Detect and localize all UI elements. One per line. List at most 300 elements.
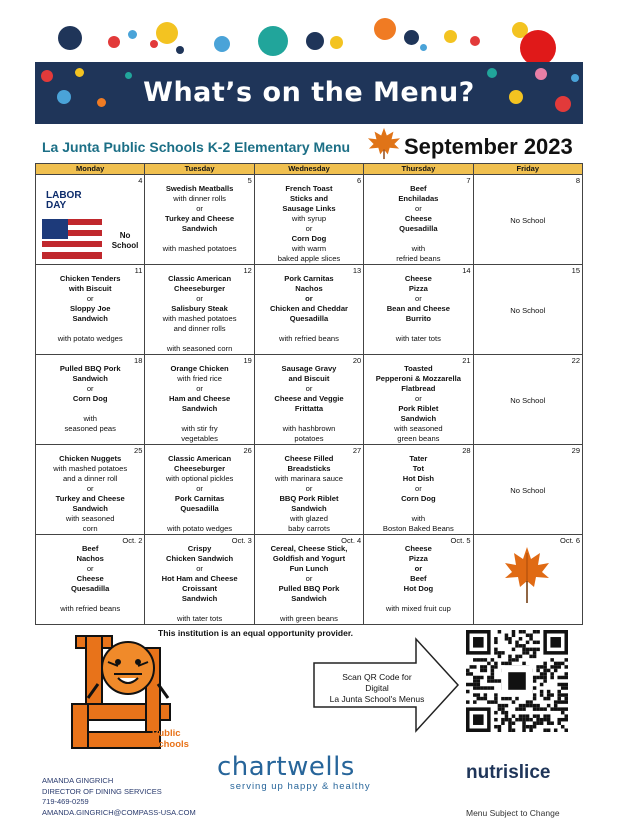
qr-module bbox=[473, 693, 477, 697]
qr-module bbox=[533, 641, 537, 645]
menu-line: Classic American bbox=[168, 454, 232, 463]
menu-items bbox=[257, 178, 361, 264]
menu-line bbox=[147, 514, 251, 524]
qr-module bbox=[501, 662, 505, 666]
menu-line: Breadsticks bbox=[287, 464, 331, 473]
qr-module bbox=[564, 683, 568, 687]
menu-line: Sticks and bbox=[289, 194, 328, 203]
qr-module bbox=[484, 669, 488, 673]
menu-line: Sandwich bbox=[181, 224, 218, 233]
qr-module bbox=[512, 728, 516, 732]
day-header-thursday: Thursday bbox=[364, 164, 473, 175]
qr-module bbox=[501, 697, 505, 701]
menu-line: or bbox=[196, 294, 203, 303]
qr-module bbox=[557, 718, 561, 722]
qr-module bbox=[473, 683, 477, 687]
qr-module bbox=[505, 718, 509, 722]
menu-line: Quesadilla bbox=[70, 584, 110, 593]
qr-module bbox=[561, 693, 565, 697]
qr-instructions bbox=[318, 672, 436, 705]
qr-module bbox=[501, 704, 505, 708]
qr-module bbox=[536, 630, 540, 634]
qr-module bbox=[540, 718, 544, 722]
qr-module bbox=[498, 630, 502, 634]
date-number: 20 bbox=[352, 356, 362, 365]
qr-module bbox=[533, 679, 537, 683]
qr-module bbox=[508, 658, 512, 662]
logo-text-line1: Public bbox=[152, 728, 181, 739]
menu-line: Pizza bbox=[408, 554, 428, 563]
day-cell bbox=[254, 175, 363, 265]
qr-module bbox=[554, 669, 558, 673]
menu-items bbox=[257, 358, 361, 444]
qr-module bbox=[519, 714, 523, 718]
qr-module bbox=[529, 655, 533, 659]
qr-module bbox=[526, 718, 530, 722]
menu-line: with potato wedges bbox=[167, 524, 233, 533]
day-cell bbox=[36, 175, 145, 265]
qr-module bbox=[533, 697, 537, 701]
menu-line: or bbox=[196, 564, 203, 573]
menu-line: with mashed potatoes bbox=[53, 464, 128, 473]
menu-items bbox=[257, 448, 361, 534]
qr-module bbox=[512, 630, 516, 634]
menu-line: green beans bbox=[397, 434, 440, 443]
qr-module bbox=[519, 630, 523, 634]
date-number: 11 bbox=[134, 266, 143, 275]
qr-module bbox=[543, 662, 547, 666]
menu-subject-note: Menu Subject to Change bbox=[466, 808, 560, 818]
qr-module bbox=[543, 676, 547, 680]
qr-module bbox=[536, 707, 540, 711]
qr-module bbox=[561, 683, 565, 687]
menu-line: Quesadilla bbox=[180, 504, 219, 513]
menu-items bbox=[147, 358, 251, 444]
date-number: 26 bbox=[243, 446, 252, 455]
menu-line: Quesadilla bbox=[289, 314, 329, 323]
menu-line: with stir fry bbox=[181, 424, 218, 433]
qr-module bbox=[554, 728, 558, 732]
qr-module bbox=[466, 672, 470, 676]
menu-line: Cheese bbox=[404, 214, 432, 223]
menu-line: with refried beans bbox=[279, 334, 339, 343]
qr-module bbox=[557, 665, 561, 669]
qr-module bbox=[512, 634, 516, 638]
qr-module bbox=[480, 665, 484, 669]
menu-line: or bbox=[414, 204, 422, 213]
day-cell bbox=[473, 445, 582, 535]
menu-line bbox=[366, 594, 470, 604]
menu-items bbox=[147, 538, 251, 624]
qr-module bbox=[505, 697, 509, 701]
menu-line: Crispy bbox=[187, 544, 212, 553]
qr-module bbox=[543, 697, 547, 701]
qr-module bbox=[561, 700, 565, 704]
qr-module bbox=[515, 644, 519, 648]
menu-line: Chicken Nuggets bbox=[59, 454, 122, 463]
date-number: 15 bbox=[571, 266, 580, 275]
menu-line: Salisbury Steak bbox=[171, 304, 228, 313]
menu-line: Enchiladas bbox=[398, 194, 439, 203]
qr-module bbox=[561, 707, 565, 711]
menu-line: Pork Carnitas bbox=[174, 494, 225, 503]
menu-line: with Biscuit bbox=[68, 284, 112, 293]
day-cell bbox=[364, 535, 473, 625]
qr-module bbox=[554, 707, 558, 711]
menu-line: Burrito bbox=[405, 314, 432, 323]
menu-line: Sandwich bbox=[72, 374, 108, 383]
qr-module bbox=[477, 658, 481, 662]
day-header-tuesday: Tuesday bbox=[145, 164, 254, 175]
date-number: 5 bbox=[247, 176, 252, 185]
menu-line: Cheese bbox=[404, 274, 432, 283]
qr-module bbox=[522, 630, 526, 634]
qr-module bbox=[470, 672, 474, 676]
menu-line: Ham and Cheese bbox=[168, 394, 231, 403]
qr-module bbox=[508, 728, 512, 732]
menu-line: Sandwich bbox=[181, 594, 218, 603]
qr-module bbox=[526, 641, 530, 645]
qr-module bbox=[522, 714, 526, 718]
qr-module bbox=[533, 725, 537, 729]
qr-module bbox=[498, 725, 502, 729]
menu-line: with refried beans bbox=[60, 604, 121, 613]
menu-line: and Biscuit bbox=[288, 374, 330, 383]
menu-line: Quesadilla bbox=[399, 224, 438, 233]
menu-line: or bbox=[305, 574, 313, 583]
qr-module bbox=[543, 679, 547, 683]
qr-module bbox=[547, 728, 551, 732]
day-cell bbox=[145, 535, 254, 625]
qr-module bbox=[477, 676, 481, 680]
qr-module bbox=[487, 662, 491, 666]
menu-line: Cheese bbox=[76, 574, 104, 583]
menu-items bbox=[38, 358, 142, 434]
qr-module bbox=[536, 721, 540, 725]
qr-module bbox=[536, 648, 540, 652]
qr-module bbox=[519, 704, 523, 708]
qr-module bbox=[564, 707, 568, 711]
menu-line: potatoes bbox=[294, 434, 324, 443]
menu-line: with syrup bbox=[291, 214, 327, 223]
labor-day-title bbox=[46, 191, 82, 211]
menu-line: Sandwich bbox=[400, 414, 437, 423]
qr-module bbox=[480, 676, 484, 680]
menu-line: Cheese Filled bbox=[284, 454, 334, 463]
qr-module bbox=[498, 707, 502, 711]
qr-module bbox=[501, 721, 505, 725]
menu-line: Beef bbox=[410, 184, 427, 193]
qr-module bbox=[466, 683, 470, 687]
contact-info bbox=[42, 776, 196, 818]
menu-line: Cheeseburger bbox=[174, 464, 226, 473]
qr-module bbox=[494, 637, 498, 641]
qr-module bbox=[515, 718, 519, 722]
qr-module bbox=[494, 697, 498, 701]
qr-module bbox=[550, 676, 554, 680]
date-number: 21 bbox=[462, 356, 471, 365]
menu-line: Cereal, Cheese Stick, bbox=[270, 544, 348, 553]
qr-module bbox=[508, 697, 512, 701]
qr-module bbox=[494, 662, 498, 666]
labor-day-no-school bbox=[112, 231, 139, 251]
qr-module bbox=[508, 718, 512, 722]
day-cell bbox=[36, 535, 145, 625]
qr-module bbox=[512, 714, 516, 718]
menu-line: Orange Chicken bbox=[170, 364, 229, 373]
qr-module bbox=[505, 704, 509, 708]
menu-line: or bbox=[414, 294, 422, 303]
menu-line bbox=[147, 604, 251, 614]
qr-module bbox=[529, 637, 533, 641]
qr-module bbox=[498, 704, 502, 708]
menu-line: with glazed bbox=[289, 514, 328, 523]
menu-items bbox=[38, 448, 142, 534]
qr-module bbox=[529, 718, 533, 722]
qr-module bbox=[522, 718, 526, 722]
qr-module bbox=[522, 707, 526, 711]
qr-module bbox=[466, 700, 470, 704]
date-number: Oct. 4 bbox=[341, 536, 362, 545]
day-cell bbox=[36, 355, 145, 445]
menu-line: Sandwich bbox=[72, 314, 108, 323]
qr-module bbox=[519, 644, 523, 648]
qr-module bbox=[564, 700, 568, 704]
qr-module bbox=[543, 718, 547, 722]
menu-items bbox=[147, 178, 251, 254]
menu-items bbox=[147, 268, 251, 354]
menu-line: with mashed potatoes bbox=[162, 314, 237, 323]
qr-module bbox=[540, 665, 544, 669]
qr-module bbox=[529, 700, 533, 704]
menu-line: Hot Ham and Cheese bbox=[161, 574, 238, 583]
qr-module bbox=[480, 686, 484, 690]
qr-module bbox=[473, 679, 477, 683]
qr-module bbox=[505, 711, 509, 715]
qr-module bbox=[512, 700, 516, 704]
menu-line: Frittatta bbox=[294, 404, 324, 413]
qr-module bbox=[533, 714, 537, 718]
labor-no: No bbox=[119, 231, 131, 240]
day-cell bbox=[364, 265, 473, 355]
contact-title: DIRECTOR OF DINING SERVICES bbox=[42, 786, 162, 796]
qr-module bbox=[494, 700, 498, 704]
date-number: Oct. 2 bbox=[122, 536, 143, 545]
day-cell bbox=[364, 355, 473, 445]
qr-module bbox=[536, 718, 540, 722]
menu-line: with warm bbox=[291, 244, 327, 253]
qr-module bbox=[477, 679, 481, 683]
qr-module bbox=[487, 686, 491, 690]
qr-module bbox=[505, 714, 509, 718]
day-header-friday: Friday bbox=[473, 164, 582, 175]
qr-module bbox=[473, 676, 477, 680]
date-number: 12 bbox=[243, 266, 252, 275]
qr-module bbox=[494, 651, 498, 655]
qr-module bbox=[484, 665, 488, 669]
day-cell bbox=[254, 445, 363, 535]
contact-email[interactable]: AMANDA.GINGRICH@COMPASS-USA.COM bbox=[42, 807, 196, 817]
day-cell bbox=[473, 355, 582, 445]
menu-items bbox=[366, 448, 470, 534]
menu-items bbox=[366, 178, 470, 264]
week-row bbox=[36, 355, 583, 445]
menu-line: Pork Carnitas bbox=[284, 274, 334, 283]
qr-module bbox=[494, 641, 498, 645]
qr-module bbox=[512, 721, 516, 725]
qr-module bbox=[505, 662, 509, 666]
qr-module bbox=[466, 690, 470, 694]
menu-line bbox=[366, 234, 470, 244]
qr-module bbox=[494, 679, 498, 683]
qr-module bbox=[512, 658, 516, 662]
qr-module bbox=[484, 693, 488, 697]
menu-line: Tot bbox=[412, 464, 424, 473]
menu-line: Classic American bbox=[168, 274, 232, 283]
menu-line: or bbox=[196, 384, 203, 393]
nutrislice-logo: nutrislice bbox=[466, 762, 551, 783]
menu-items bbox=[257, 268, 361, 344]
menu-line: with bbox=[411, 244, 426, 253]
week-row bbox=[36, 175, 583, 265]
qr-module bbox=[473, 658, 477, 662]
date-number: 27 bbox=[352, 446, 362, 455]
menu-line bbox=[366, 504, 470, 514]
qr-module bbox=[508, 655, 512, 659]
qr-module bbox=[536, 641, 540, 645]
menu-line: or bbox=[305, 384, 313, 393]
qr-module bbox=[561, 662, 565, 666]
qr-module bbox=[494, 718, 498, 722]
day-cell bbox=[473, 175, 582, 265]
day-header-wednesday: Wednesday bbox=[254, 164, 363, 175]
date-number: 13 bbox=[352, 266, 362, 275]
date-number: 7 bbox=[466, 176, 471, 185]
autumn-leaf-icon bbox=[502, 545, 552, 605]
day-cell bbox=[473, 535, 582, 625]
qr-module bbox=[561, 711, 565, 715]
qr-module bbox=[550, 721, 554, 725]
qr-module bbox=[540, 721, 544, 725]
qr-module bbox=[529, 728, 533, 732]
day-cell bbox=[254, 265, 363, 355]
menu-line: with optional pickles bbox=[165, 474, 234, 483]
qr-module bbox=[536, 676, 540, 680]
date-number: 6 bbox=[357, 176, 362, 185]
day-cell bbox=[145, 175, 254, 265]
qr-module bbox=[533, 655, 537, 659]
qr-module bbox=[550, 693, 554, 697]
menu-line bbox=[38, 404, 142, 414]
qr-module bbox=[473, 714, 484, 725]
qr-module bbox=[501, 711, 505, 715]
menu-line: Sandwich bbox=[72, 504, 108, 513]
qr-module bbox=[491, 669, 495, 673]
qr-module bbox=[533, 707, 537, 711]
menu-calendar bbox=[35, 163, 583, 625]
menu-line: Chicken Tenders bbox=[59, 274, 121, 283]
no-school-label: No School bbox=[510, 306, 546, 315]
day-cell bbox=[145, 445, 254, 535]
qr-module bbox=[550, 665, 554, 669]
chartwells-tagline: serving up happy & healthy bbox=[230, 781, 371, 792]
maple-leaf-icon bbox=[365, 126, 403, 160]
qr-module bbox=[533, 721, 537, 725]
qr-module bbox=[491, 679, 495, 683]
qr-module bbox=[508, 641, 512, 645]
menu-line: Boston Baked Beans bbox=[382, 524, 454, 533]
qr-module bbox=[515, 707, 519, 711]
qr-module bbox=[557, 683, 561, 687]
contact-phone: 719-469-0259 bbox=[42, 797, 89, 806]
menu-line: or bbox=[196, 484, 203, 493]
menu-line: or bbox=[305, 224, 313, 233]
qr-module bbox=[508, 662, 512, 666]
logo-text bbox=[152, 728, 189, 750]
qr-line1: Scan QR Code for bbox=[342, 672, 412, 682]
week-row bbox=[36, 445, 583, 535]
menu-line: Pulled BBQ Pork bbox=[278, 584, 340, 593]
qr-module bbox=[529, 704, 533, 708]
date-number: 8 bbox=[575, 176, 580, 185]
menu-line bbox=[257, 604, 361, 614]
day-cell bbox=[36, 445, 145, 535]
qr-module bbox=[480, 697, 484, 701]
menu-line: Cheese bbox=[404, 544, 432, 553]
date-number: Oct. 5 bbox=[450, 536, 471, 545]
menu-line bbox=[38, 324, 142, 334]
qr-module bbox=[494, 725, 498, 729]
menu-line: Turkey and Cheese bbox=[55, 494, 125, 503]
qr-module bbox=[564, 686, 568, 690]
date-number: Oct. 3 bbox=[231, 536, 252, 545]
day-cell bbox=[145, 355, 254, 445]
day-cell bbox=[364, 445, 473, 535]
qr-module bbox=[543, 707, 547, 711]
qr-module bbox=[498, 655, 502, 659]
qr-module bbox=[547, 697, 551, 701]
qr-module bbox=[491, 658, 495, 662]
qr-module bbox=[491, 676, 495, 680]
qr-code-icon[interactable] bbox=[466, 630, 568, 732]
date-number: 29 bbox=[571, 446, 580, 455]
qr-module bbox=[508, 672, 526, 690]
qr-module bbox=[540, 683, 544, 687]
menu-line: Corn Dog bbox=[401, 494, 436, 503]
qr-module bbox=[540, 672, 544, 676]
menu-items bbox=[366, 268, 470, 344]
qr-module bbox=[501, 651, 505, 655]
menu-line: Goldfish and Yogurt bbox=[272, 554, 346, 563]
qr-module bbox=[526, 725, 530, 729]
no-school-label: No School bbox=[510, 396, 546, 405]
menu-line: Beef bbox=[81, 544, 99, 553]
menu-line: with potato wedges bbox=[57, 334, 123, 343]
qr-module bbox=[473, 700, 477, 704]
menu-line: Nachos bbox=[76, 554, 104, 563]
menu-line: Pepperoni & Mozzarella bbox=[375, 374, 461, 383]
title-banner bbox=[35, 62, 583, 124]
menu-line: Pork Riblet bbox=[398, 404, 439, 413]
menu-line bbox=[366, 324, 470, 334]
qr-module bbox=[557, 721, 561, 725]
day-cell bbox=[254, 535, 363, 625]
qr-module bbox=[543, 672, 547, 676]
menu-line: with tater tots bbox=[395, 334, 441, 343]
qr-module bbox=[494, 693, 498, 697]
qr-module bbox=[505, 637, 509, 641]
qr-module bbox=[550, 672, 554, 676]
